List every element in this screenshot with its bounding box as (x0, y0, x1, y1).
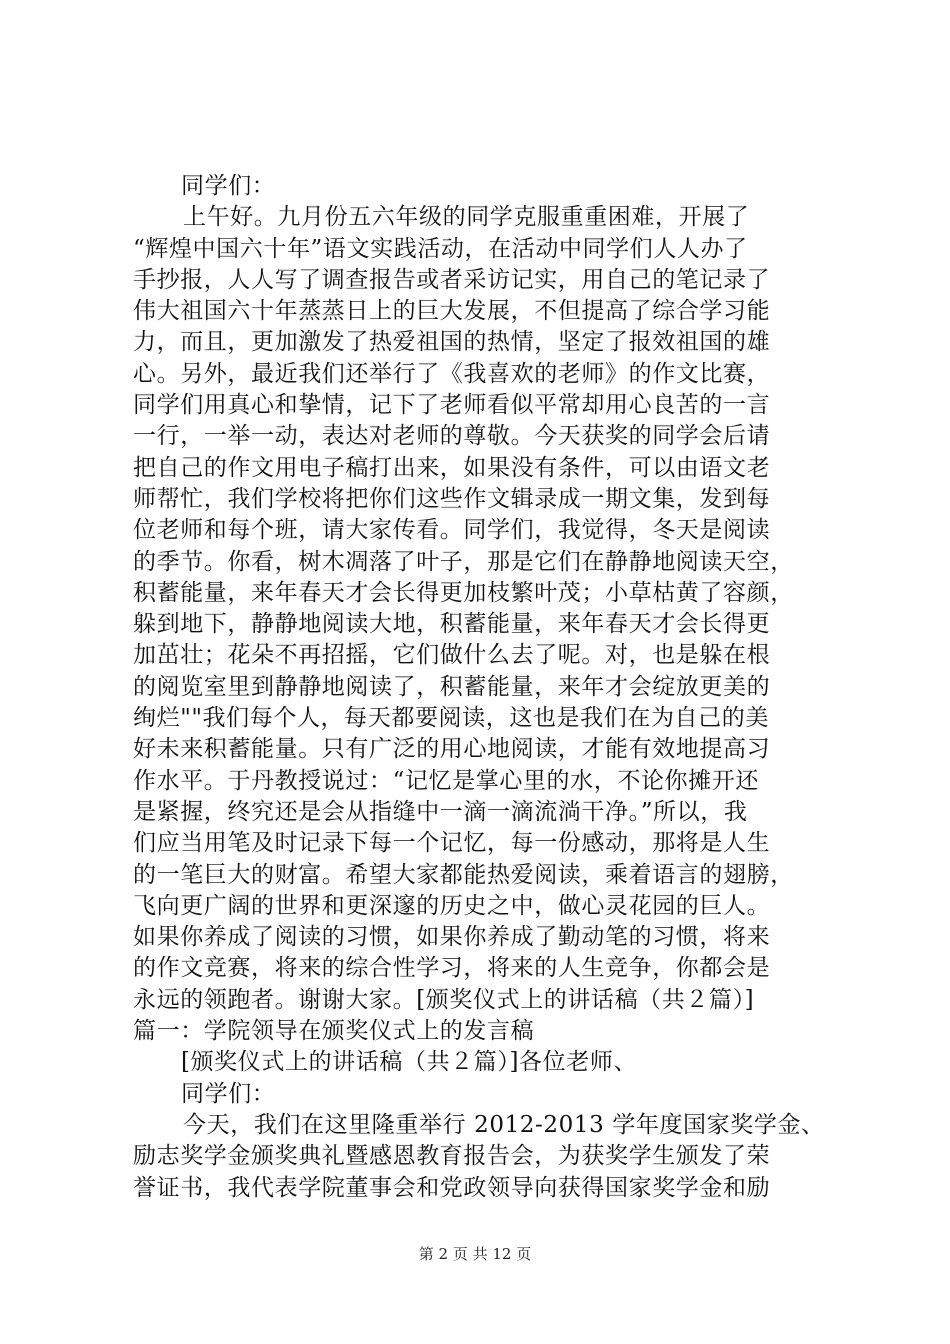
text-line: 加茁壮；花朵不再招摇，它们做什么去了呢。对，也是躲在根 (133, 642, 771, 669)
text-line: 们应当用笔及时记录下每一个记忆，每一份感动，那将是人生 (133, 830, 771, 857)
text-line: “辉煌中国六十年”语文实践活动，在活动中同学们人人办了 (133, 235, 748, 262)
text-line: 誉证书，我代表学院董事会和党政领导向获得国家奖学金和励 (133, 1174, 771, 1201)
text-line: 的一笔巨大的财富。希望大家都能热爱阅读，乘着语言的翅膀， (133, 861, 794, 888)
text-line: 同学们： (181, 173, 276, 199)
text-line: 飞向更广阔的世界和更深邃的历史之中，做心灵花园的巨人。 (133, 892, 771, 919)
text-line: 作水平。于丹教授说过：“记忆是掌心里的水，不论你摊开还 (133, 767, 759, 794)
section-heading: 篇一：学院领导在颁奖仪式上的发言稿 (133, 1018, 535, 1045)
text-line: 的作文竞赛，将来的综合性学习，将来的人生竞争，你都会是 (133, 955, 771, 982)
text-line: [颁奖仪式上的讲话稿（共２篇）]各位老师、 (181, 1049, 638, 1076)
text-line: 伟大祖国六十年蒸蒸日上的巨大发展，不但提高了综合学习能 (133, 298, 771, 325)
text-line: 好未来积蓄能量。只有广泛的用心地阅读，才能有效地提高习 (133, 736, 771, 763)
text-line: 励志奖学金颁奖典礼暨感恩教育报告会，为获奖学生颁发了荣 (133, 1143, 771, 1170)
text-line: 力，而且，更加激发了热爱祖国的热情，坚定了报效祖国的雄 (133, 329, 771, 356)
text-line: 躲到地下，静静地阅读大地，积蓄能量，来年春天才会长得更 (133, 611, 771, 638)
text-line: 把自己的作文用电子稿打出来，如果没有条件，可以由语文老 (133, 454, 771, 481)
text-line: 的季节。你看，树木凋落了叶子，那是它们在静静地阅读天空， (133, 548, 794, 575)
page-number-footer: 第 2 页 共 12 页 (418, 1245, 532, 1263)
text-line: 心。另外，最近我们还举行了《我喜欢的老师》的作文比赛， (133, 360, 771, 387)
text-line: 手抄报，人人写了调查报告或者采访记实，用自己的笔记录了 (133, 266, 771, 293)
text-line: 是紧握，终究还是会从指缝中一滴一滴流淌干净。”所以，我 (133, 798, 748, 825)
text-line: 同学们用真心和挚情，记下了老师看似平常却用心良苦的一言 (133, 392, 771, 419)
document-body (133, 171, 833, 1204)
text-line: 永远的领跑者。谢谢大家。[颁奖仪式上的讲话稿（共２篇）] (133, 986, 755, 1013)
text-line: 积蓄能量，来年春天才会长得更加枝繁叶茂；小草枯黄了容颜， (133, 579, 794, 606)
text-line: 的阅览室里到静静地阅读了，积蓄能量，来年才会绽放更美的 (133, 673, 771, 700)
text-line: 绚烂""我们每个人，每天都要阅读，这也是我们在为自己的美 (133, 705, 769, 732)
text-line: 今天，我们在这里隆重举行 2012-2013 学年度国家奖学金、 (183, 1111, 825, 1138)
text-line: 如果你养成了阅读的习惯，如果你养成了勤动笔的习惯，将来 (133, 924, 771, 951)
text-line: 同学们： (181, 1080, 276, 1107)
text-line: 一行，一举一动，表达对老师的尊敬。今天获奖的同学会后请 (133, 423, 771, 450)
text-line: 上午好。九月份五六年级的同学克服重重困难，开展了 (183, 204, 750, 231)
text-line: 位老师和每个班，请大家传看。同学们，我觉得，冬天是阅读 (133, 517, 771, 544)
text-line: 师帮忙，我们学校将把你们这些作文辑录成一期文集，发到每 (133, 485, 771, 512)
